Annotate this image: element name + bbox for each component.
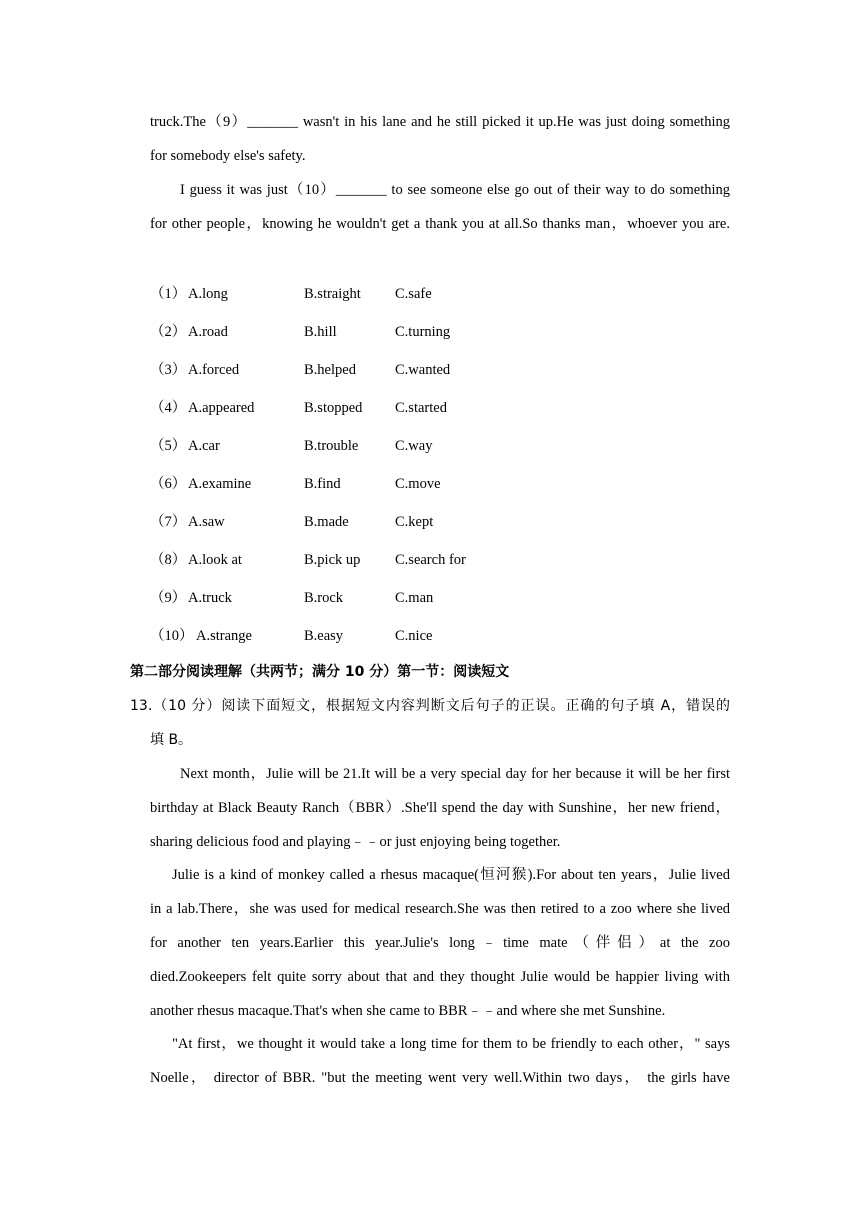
option-b: B.find xyxy=(304,476,341,492)
option-c: C.man xyxy=(395,590,434,606)
passage-line: "At first，we thought it would take a long time for them to be friendly to each other，" says xyxy=(172,1036,730,1052)
option-b: B.rock xyxy=(304,590,344,606)
option-b: B.helped xyxy=(304,362,356,378)
passage-line: sharing delicious food and playing﹣﹣or just enjoying being together. xyxy=(150,834,561,850)
option-c: C.safe xyxy=(395,286,432,302)
passage-line: Julie is a kind of monkey called a rhesus macaque(恒河猴).For about ten years，Julie lived xyxy=(172,867,730,883)
option-a: A.car xyxy=(188,438,220,454)
option-b: B.pick up xyxy=(304,552,361,568)
option-c: C.move xyxy=(395,476,441,492)
option-a: A.long xyxy=(188,286,228,302)
option-b: B.hill xyxy=(304,324,337,340)
passage-line: for somebody else's safety. xyxy=(150,148,306,164)
option-b: B.easy xyxy=(304,628,344,644)
option-b: B.made xyxy=(304,514,349,530)
passage-line: I guess it was just（10）_______ to see someone else go out of their way to do something xyxy=(180,182,730,198)
passage-line: another rhesus macaque.That's when she came to BBR﹣﹣and where she met Sunshine. xyxy=(150,1003,666,1019)
option-b: B.straight xyxy=(304,286,361,302)
option-c: C.turning xyxy=(395,324,451,340)
option-a: A.strange xyxy=(196,628,252,644)
option-number: （1） xyxy=(150,286,187,302)
option-a: A.look at xyxy=(188,552,242,568)
option-a: A.examine xyxy=(188,476,252,492)
option-number: （9） xyxy=(150,590,187,606)
passage-line: for other people，knowing he wouldn't get a thank you at all.So thanks man，whoever you are. xyxy=(150,216,730,232)
option-number: （4） xyxy=(150,400,187,416)
passage-line: Next month，Julie will be 21.It will be a very special day for her because it will be her first xyxy=(180,766,730,782)
option-a: A.forced xyxy=(188,362,240,378)
option-b: B.trouble xyxy=(304,438,359,454)
passage-line: died.Zookeepers felt quite sorry about that and they thought Julie would be happier living with xyxy=(150,969,730,985)
question-13-line: 填 B。 xyxy=(150,732,193,748)
passage-line: for another ten years.Earlier this year.Julie's long﹣time mate（伴侣）at the zoo xyxy=(150,935,730,951)
passage-line: Noelle， director of BBR. "but the meeting went very well.Within two days， the girls have xyxy=(150,1070,730,1086)
option-number: （2） xyxy=(150,324,187,340)
option-a: A.truck xyxy=(188,590,232,606)
option-c: C.kept xyxy=(395,514,434,530)
option-b: B.stopped xyxy=(304,400,363,416)
option-a: A.road xyxy=(188,324,228,340)
option-c: C.nice xyxy=(395,628,433,644)
option-c: C.way xyxy=(395,438,433,454)
option-number: （7） xyxy=(150,514,187,530)
option-number: （10） xyxy=(150,628,194,644)
passage-line: truck.The（9）_______ wasn't in his lane and he still picked it up.He was just doing something xyxy=(150,114,730,130)
section-heading: 第二部分阅读理解（共两节；满分 10 分）第一节：阅读短文 xyxy=(130,664,510,680)
passage-line: in a lab.There，she was used for medical research.She was then retired to a zoo where she lived xyxy=(150,901,730,917)
option-a: A.appeared xyxy=(188,400,255,416)
passage-line: birthday at Black Beauty Ranch（BBR）.She'll spend the day with Sunshine，her new friend， xyxy=(150,800,730,816)
option-number: （8） xyxy=(150,552,187,568)
option-number: （3） xyxy=(150,362,187,378)
option-number: （6） xyxy=(150,476,187,492)
option-a: A.saw xyxy=(188,514,225,530)
option-c: C.search for xyxy=(395,552,466,568)
option-c: C.started xyxy=(395,400,447,416)
option-number: （5） xyxy=(150,438,187,454)
question-13-line: 13.（10 分）阅读下面短文，根据短文内容判断文后句子的正误。正确的句子填 A，错误的 xyxy=(130,698,730,714)
option-c: C.wanted xyxy=(395,362,451,378)
